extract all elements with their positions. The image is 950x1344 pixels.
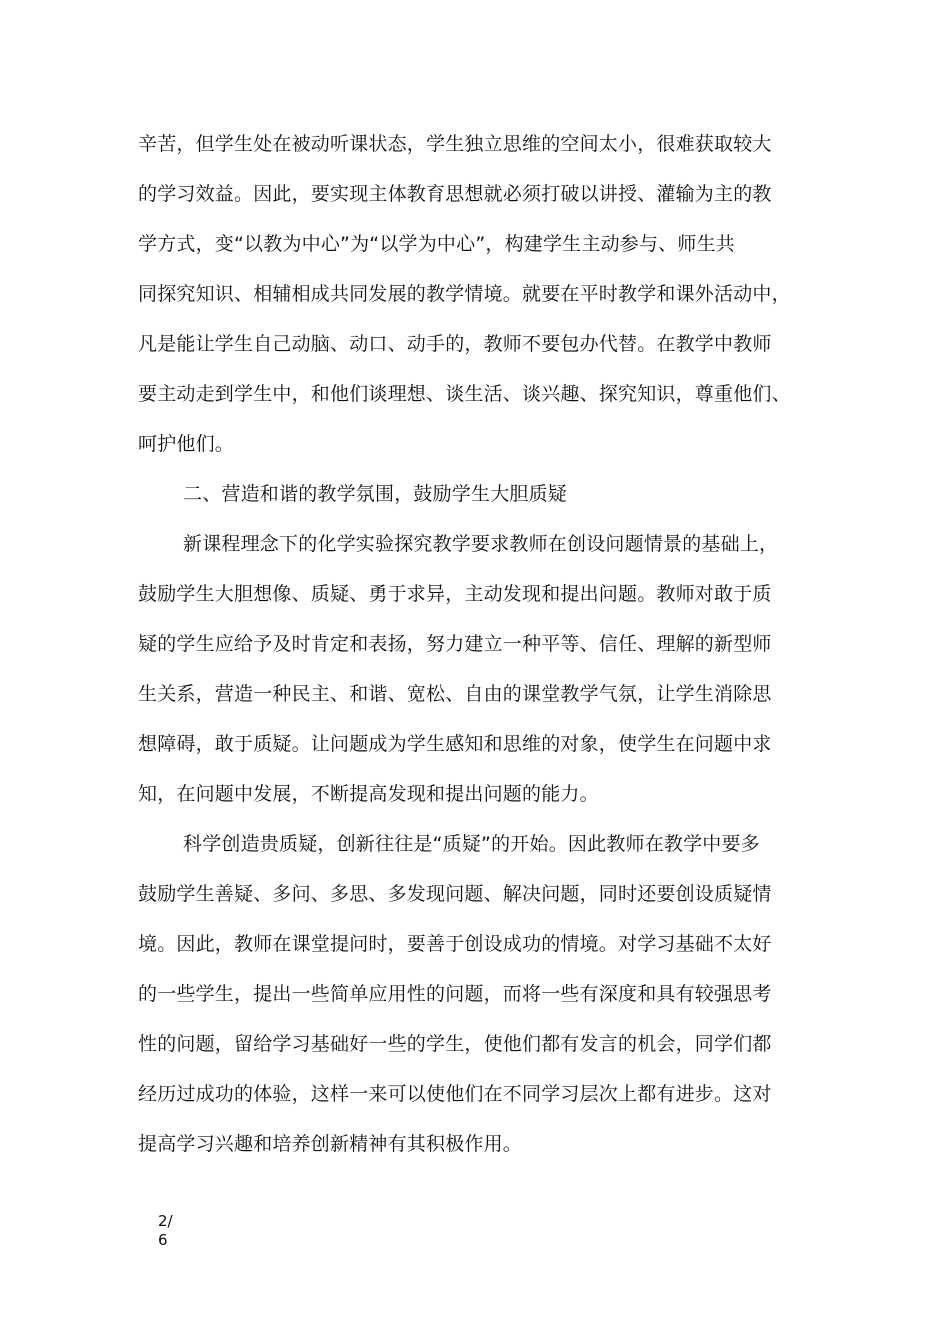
paragraph-1-line-4: 同探究知识、相辅相成共同发展的教学情境。就要在平时教学和课外活动中， bbox=[138, 283, 791, 305]
paragraph-2-line-3: 疑的学生应给予及时肯定和表扬，努力建立一种平等、信任、理解的新型师 bbox=[138, 633, 772, 655]
page-number-top: 2/ bbox=[158, 1212, 173, 1230]
paragraph-1-line-1: 辛苦，但学生处在被动听课状态，学生独立思维的空间太小，很难获取较大 bbox=[138, 133, 772, 155]
paragraph-2-line-5: 想障碍，敢于质疑。让问题成为学生感知和思维的对象，使学生在问题中求 bbox=[138, 733, 772, 755]
paragraph-1-line-3: 学方式，变“以教为中心”为“以学为中心”，构建学生主动参与、师生共 bbox=[138, 233, 735, 255]
paragraph-3-line-3: 境。因此，教师在课堂提问时，要善于创设成功的情境。对学习基础不太好 bbox=[138, 933, 772, 955]
section-heading-2: 二、营造和谐的教学氛围，鼓励学生大胆质疑 bbox=[183, 483, 568, 505]
paragraph-3-line-4: 的一些学生，提出一些简单应用性的问题，而将一些有深度和具有较强思考 bbox=[138, 983, 772, 1005]
page-number-bottom: 6 bbox=[158, 1231, 168, 1249]
paragraph-1-line-2: 的学习效益。因此，要实现主体教育思想就必须打破以讲授、灌输为主的教 bbox=[138, 183, 772, 205]
paragraph-2-line-4: 生关系，营造一种民主、和谐、宽松、自由的课堂教学气氛，让学生消除思 bbox=[138, 683, 772, 705]
paragraph-3-line-2: 鼓励学生善疑、多问、多思、多发现问题、解决问题，同时还要创设质疑情 bbox=[138, 883, 772, 905]
paragraph-1-line-6: 要主动走到学生中，和他们谈理想、谈生活、谈兴趣、探究知识，尊重他们、 bbox=[138, 383, 791, 405]
paragraph-3-line-6: 经历过成功的体验，这样一来可以使他们在不同学习层次上都有进步。这对 bbox=[138, 1083, 772, 1105]
paragraph-2-line-2: 鼓励学生大胆想像、质疑、勇于求异，主动发现和提出问题。教师对敢于质 bbox=[138, 583, 772, 605]
paragraph-1-line-5: 凡是能让学生自己动脑、动口、动手的，教师不要包办代替。在教学中教师 bbox=[138, 333, 772, 355]
paragraph-3-line-5: 性的问题，留给学习基础好一些的学生，使他们都有发言的机会，同学们都 bbox=[138, 1033, 772, 1055]
paragraph-3-line-7: 提高学习兴趣和培养创新精神有其积极作用。 bbox=[138, 1133, 523, 1155]
paragraph-2-line-6: 知，在问题中发展，不断提高发现和提出问题的能力。 bbox=[138, 783, 599, 805]
paragraph-2-line-1: 新课程理念下的化学实验探究教学要求教师在创设问题情景的基础上， bbox=[183, 533, 779, 555]
paragraph-3-line-1: 科学创造贵质疑，创新往往是“质疑”的开始。因此教师在教学中要多 bbox=[183, 833, 760, 855]
paragraph-1-line-7: 呵护他们。 bbox=[138, 433, 235, 455]
